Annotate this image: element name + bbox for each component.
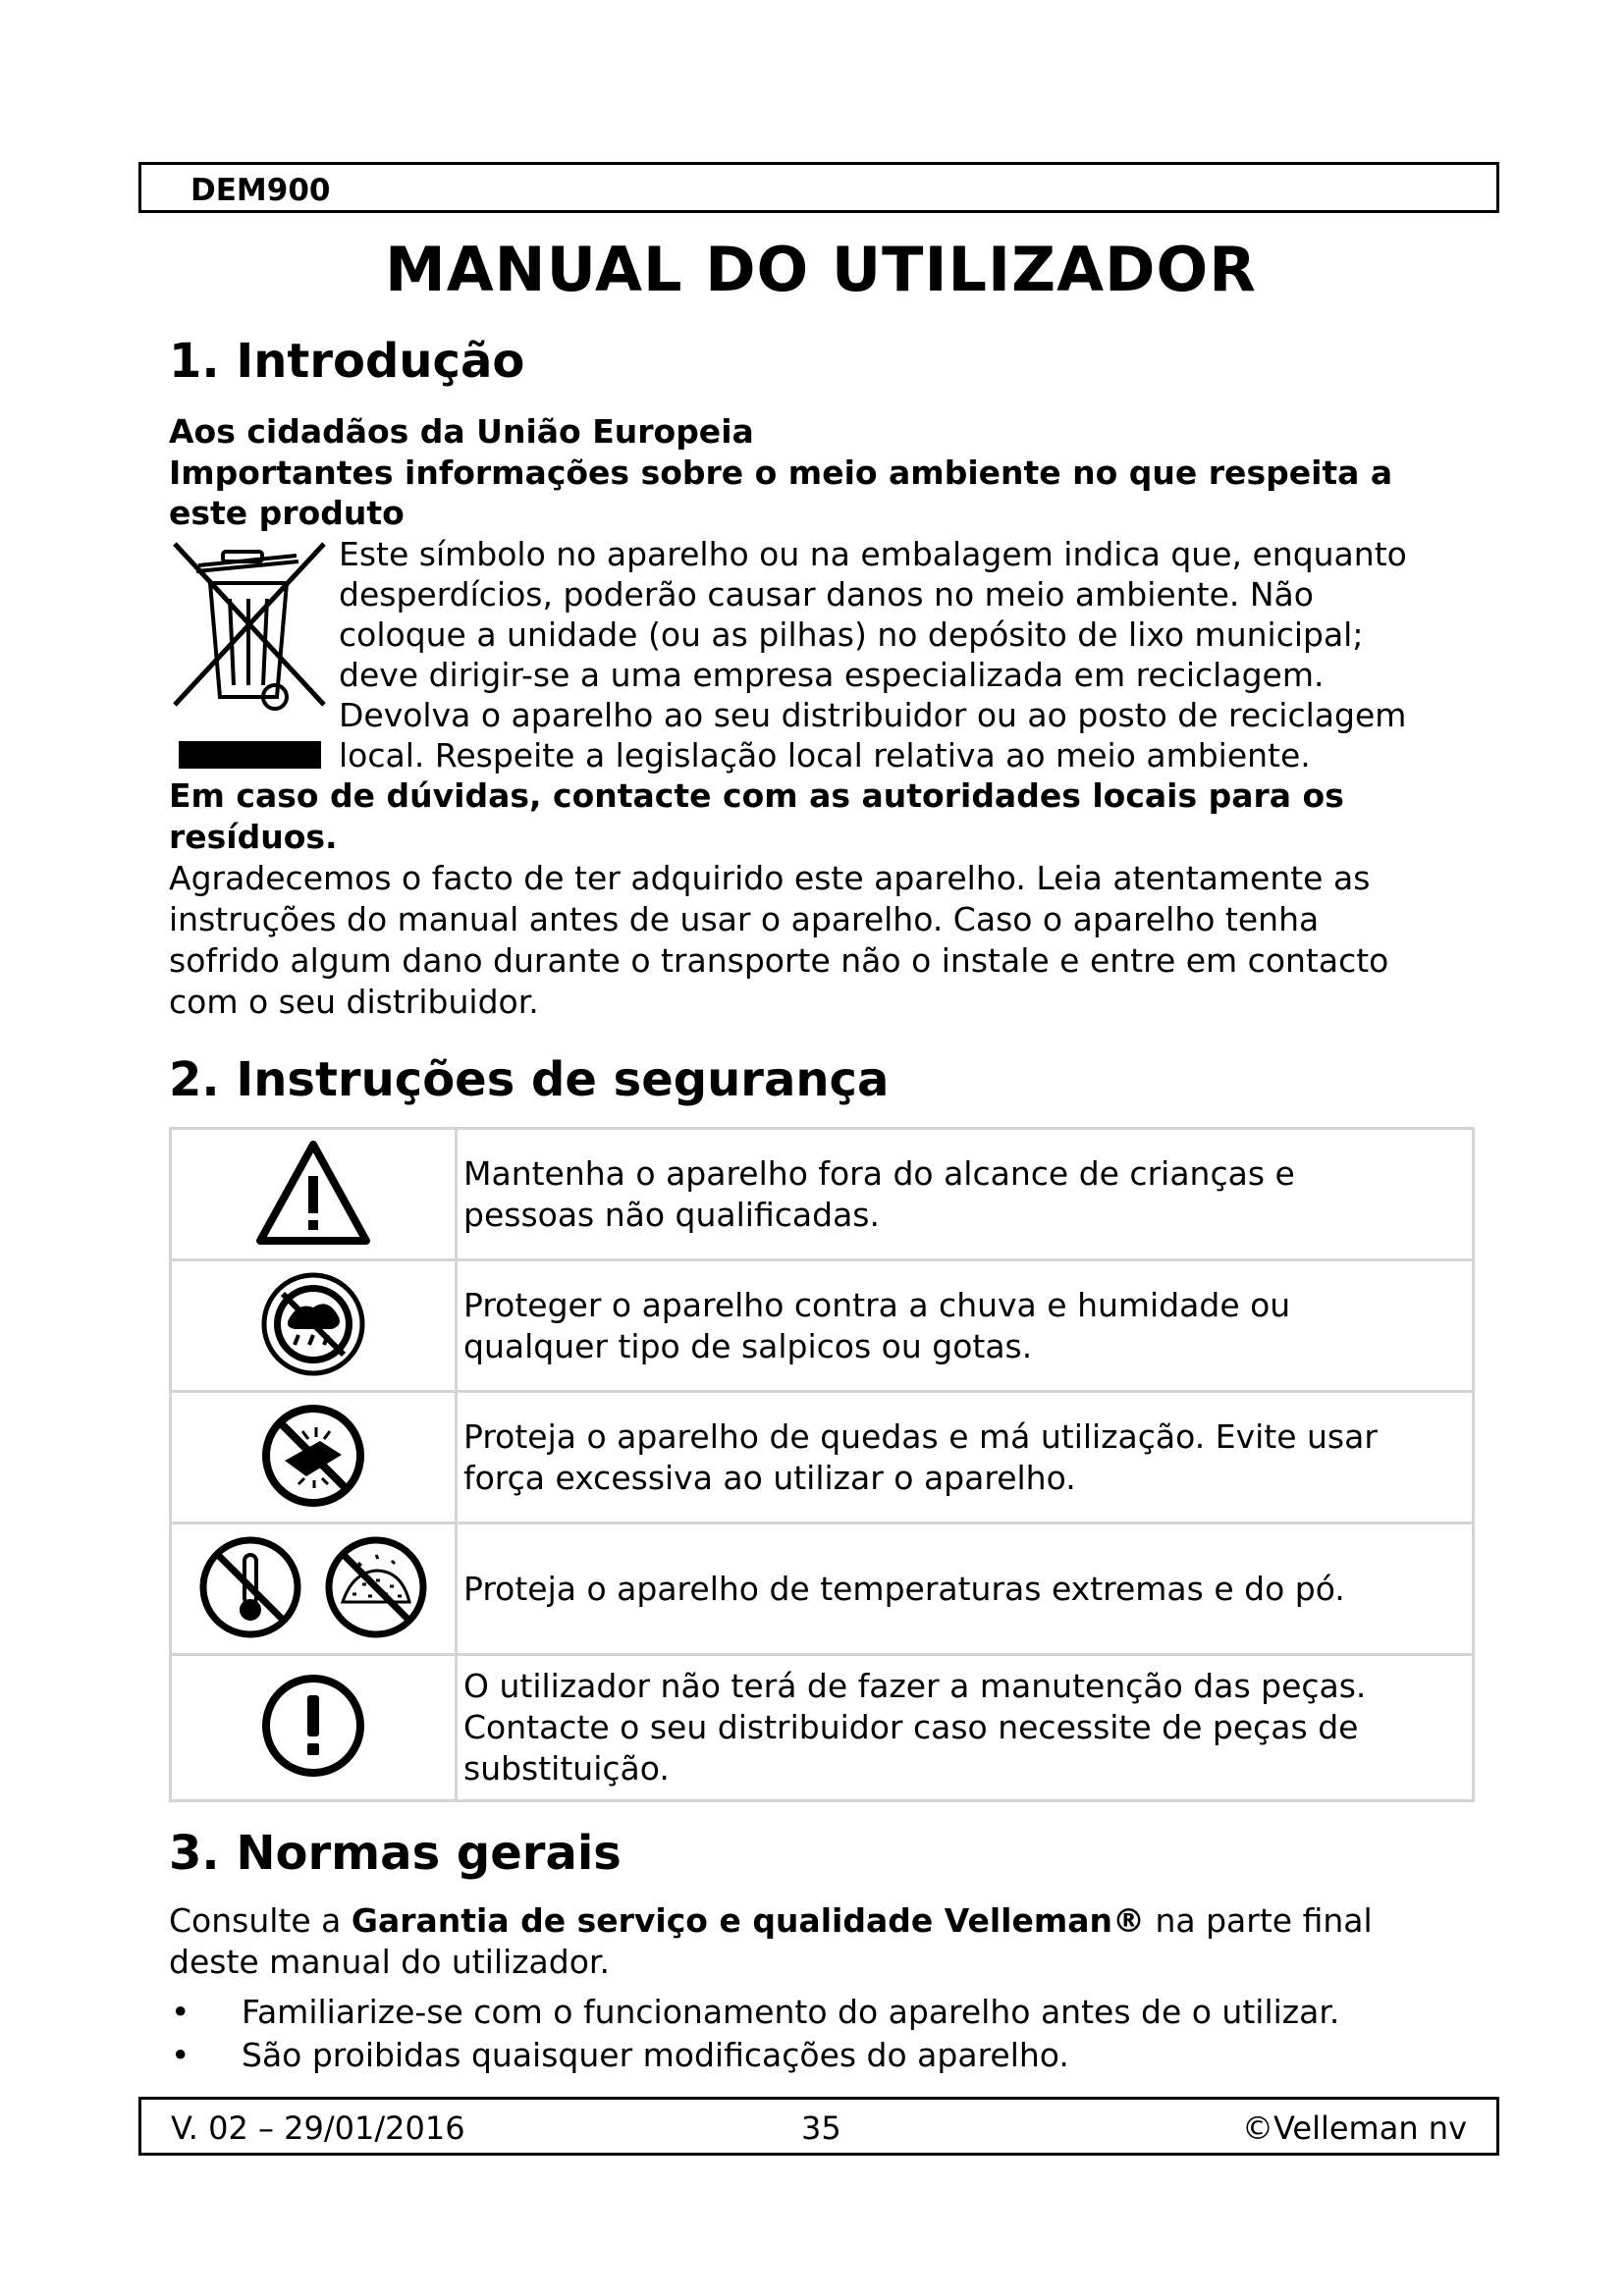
icon-cell	[171, 1523, 457, 1655]
safety-table	[169, 1127, 1475, 1802]
eu-citizens-subheading: Aos cidadãos da União Europeia	[169, 412, 754, 451]
section-3-heading: 3. Normas gerais	[169, 1826, 622, 1881]
no-dust-icon	[329, 1540, 423, 1634]
text-cell	[457, 1260, 1474, 1392]
no-rain-icon	[259, 1270, 367, 1378]
env-info-subheading-line2: este produto	[169, 494, 405, 532]
row-text-line: Mantenha o aparelho fora do alcance de crianças e	[463, 1153, 1295, 1193]
header-box	[138, 162, 1499, 213]
doubt-notice-line1: Em caso de dúvidas, contacte com as autoridades locais para os	[169, 776, 1344, 815]
text-cell	[457, 1523, 1474, 1655]
no-temperature-no-dust-icons	[195, 1533, 431, 1641]
weee-line: deve dirigir-se a uma empresa especializada em reciclagem.	[339, 656, 1325, 694]
row-text-line: substituição.	[463, 1749, 670, 1788]
bullet-icon: •	[171, 2036, 190, 2074]
no-drop-icon	[259, 1402, 367, 1510]
row-text-line: força excessiva ao utilizar o aparelho.	[463, 1458, 1076, 1497]
icon-cell	[171, 1129, 457, 1260]
warranty-line-2: deste manual do utilizador.	[169, 1943, 610, 1981]
bullet-icon: •	[171, 1993, 190, 2031]
model-name: DEM900	[190, 173, 331, 208]
paragraph-line: Agradecemos o facto de ter adquirido este aparelho. Leia atentamente as	[169, 859, 1371, 897]
text-cell	[457, 1655, 1474, 1801]
paragraph-line: instruções do manual antes de usar o aparelho. Caso o aparelho tenha	[169, 900, 1320, 938]
warranty-text-pre: Consulte a	[169, 1901, 352, 1940]
row-text-line: O utilizador não terá de fazer a manutenção das peças.	[463, 1667, 1367, 1705]
row-text-line: Proteger o aparelho contra a chuva e humidade ou	[463, 1285, 1291, 1324]
text-cell	[457, 1129, 1474, 1260]
paragraph-line: com o seu distribuidor.	[169, 983, 539, 1021]
weee-line: Este símbolo no aparelho ou na embalagem indica que, enquanto	[339, 535, 1407, 573]
weee-line: desperdícios, poderão causar danos no meio ambiente. Não	[339, 575, 1314, 614]
env-info-subheading-line1: Importantes informações sobre o meio ambiente no que respeita a	[169, 454, 1393, 492]
row-text-line: qualquer tipo de salpicos ou gotas.	[463, 1326, 1033, 1365]
list-item-text: Familiarize-se com o funcionamento do aparelho antes de o utilizar.	[242, 1993, 1340, 2031]
icon-cell	[171, 1655, 457, 1801]
footer-page-number: 35	[801, 2109, 841, 2147]
footer-version: V. 02 – 29/01/2016	[171, 2109, 465, 2147]
weee-line: coloque a unidade (ou as pilhas) no depósito de lixo municipal;	[339, 615, 1364, 654]
list-item-text: São proibidas quaisquer modificações do aparelho.	[242, 2036, 1069, 2074]
no-temperature-icon	[203, 1540, 298, 1634]
section-1-heading: 1. Introdução	[169, 334, 525, 389]
weee-line: local. Respeite a legislação local relativa ao meio ambiente.	[339, 736, 1311, 774]
exclamation-circle-icon	[259, 1672, 367, 1780]
footer	[138, 2097, 1499, 2156]
table-row	[171, 1523, 1474, 1655]
warning-triangle-icon	[254, 1139, 372, 1247]
table-row	[171, 1129, 1474, 1260]
page-title: MANUAL DO UTILIZADOR	[385, 234, 1257, 305]
weee-bin-icon	[169, 540, 331, 775]
warranty-link-text: Garantia de serviço e qualidade Velleman®	[351, 1901, 1145, 1940]
doubt-notice-line2: resíduos.	[169, 818, 338, 856]
section-2-heading: 2. Instruções de segurança	[169, 1052, 890, 1107]
table-row	[171, 1655, 1474, 1801]
warranty-line	[169, 1900, 1373, 1942]
paragraph-line: sofrido algum dano durante o transporte não o instale e entre em contacto	[169, 941, 1389, 980]
row-text-line: Proteja o aparelho de quedas e má utilização. Evite usar	[463, 1416, 1378, 1456]
intro-paragraph	[169, 858, 1485, 1023]
text-cell	[457, 1392, 1474, 1523]
weee-line: Devolva o aparelho ao seu distribuidor ou ao posto de reciclagem	[339, 696, 1407, 734]
row-text-line: Contacte o seu distribuidor caso necessite de peças de	[463, 1708, 1359, 1746]
icon-cell	[171, 1392, 457, 1523]
row-text-line: pessoas não qualificadas.	[463, 1195, 880, 1234]
warranty-text-post: na parte final	[1144, 1901, 1373, 1940]
table-row	[171, 1392, 1474, 1523]
icon-cell	[171, 1260, 457, 1392]
weee-notice	[339, 534, 1478, 775]
row-text-line: Proteja o aparelho de temperaturas extremas e do pó.	[463, 1569, 1345, 1608]
table-row	[171, 1260, 1474, 1392]
footer-copyright: ©Velleman nv	[1241, 2109, 1467, 2147]
